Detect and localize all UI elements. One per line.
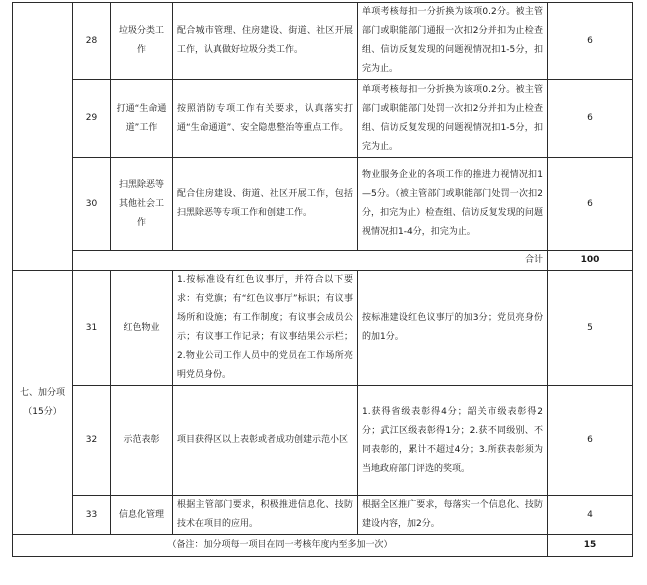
row-number: 28 xyxy=(73,3,111,80)
standard-text: 单项考核每扣一分折换为该项0.2分。被主管部门或职能部门处罚一次扣2分并扣为止检查组、信访反复发现的问题视情况扣1-5分，扣完为止。 xyxy=(358,80,548,158)
row-number: 29 xyxy=(73,80,111,158)
score-value: 6 xyxy=(548,80,633,158)
standard-text: 1.获得省级表彰得4分；韶关市级表彰得2分；武江区级表彰得1分；2.获不同级别、不同表彰的，累计不超过4分；3.所获表彰须为当地政府部门评选的奖项。 xyxy=(358,386,548,496)
subtotal-row xyxy=(13,251,633,271)
criteria-text: 1.按标准设有红色议事厅，并符合以下要求：有党旗；有“红色议事厅”标识；有议事场所和设施；有工作制度；有议事会成员公示；有议事工作记录；有议事结果公示栏；2.物业公司工作人员中的党员在工作场所亮明党员身份。 xyxy=(173,271,358,386)
score-value: 5 xyxy=(548,271,633,386)
score-value: 6 xyxy=(548,158,633,251)
criteria-text: 根据主管部门要求，积极推进信息化、技防技术在项目的应用。 xyxy=(173,496,358,535)
footer-value: 15 xyxy=(548,535,633,557)
score-value: 4 xyxy=(548,496,633,535)
standard-text: 物业服务企业的各项工作的推进力视情况扣1—5分。（被主管部门或职能部门处罚一次扣2分，扣完为止）检查组、信访反复发现的问题视情况扣1-4分，扣完为止。 xyxy=(358,158,548,251)
item-name: 示范表彰 xyxy=(111,386,173,496)
score-value: 6 xyxy=(548,3,633,80)
row-number: 32 xyxy=(73,386,111,496)
assessment-table xyxy=(12,2,633,557)
subtotal-label: 合计 xyxy=(73,251,548,271)
item-name: 红色物业 xyxy=(111,271,173,386)
table-row xyxy=(13,80,633,158)
criteria-text: 项目获得区以上表彰或者成功创建示范小区 xyxy=(173,386,358,496)
category-label: 七、加分项（15分） xyxy=(13,271,73,535)
criteria-text: 配合住房建设、街道、社区开展工作，包括扫黑除恶等专项工作和创建工作。 xyxy=(173,158,358,251)
category-cell-empty xyxy=(13,3,73,271)
row-number: 33 xyxy=(73,496,111,535)
standard-text: 根据全区推广要求，每落实一个信息化、技防建设内容，加2分。 xyxy=(358,496,548,535)
item-name: 打通“生命通道”工作 xyxy=(111,80,173,158)
score-value: 6 xyxy=(548,386,633,496)
table-row xyxy=(13,496,633,535)
table-row xyxy=(13,271,633,386)
criteria-text: 配合城市管理、住房建设、街道、社区开展工作，认真做好垃圾分类工作。 xyxy=(173,3,358,80)
table-row xyxy=(13,3,633,80)
criteria-text: 按照消防专项工作有关要求，认真落实打通“生命通道”、安全隐患整治等重点工作。 xyxy=(173,80,358,158)
item-name: 垃圾分类工作 xyxy=(111,3,173,80)
footer-note: （备注：加分项每一项目在同一考核年度内至多加一次） xyxy=(13,535,548,557)
subtotal-value: 100 xyxy=(548,251,633,271)
footer-row xyxy=(13,535,633,557)
standard-text: 按标准建设红色议事厅的加3分；党员亮身份的加1分。 xyxy=(358,271,548,386)
item-name: 扫黑除恶等其他社会工作 xyxy=(111,158,173,251)
item-name: 信息化管理 xyxy=(111,496,173,535)
table-row xyxy=(13,158,633,251)
standard-text: 单项考核每扣一分折换为该项0.2分。被主管部门或职能部门通报一次扣2分并扣为止检查组、信访反复发现的问题视情况扣1-5分，扣完为止。 xyxy=(358,3,548,80)
row-number: 31 xyxy=(73,271,111,386)
row-number: 30 xyxy=(73,158,111,251)
table-row xyxy=(13,386,633,496)
